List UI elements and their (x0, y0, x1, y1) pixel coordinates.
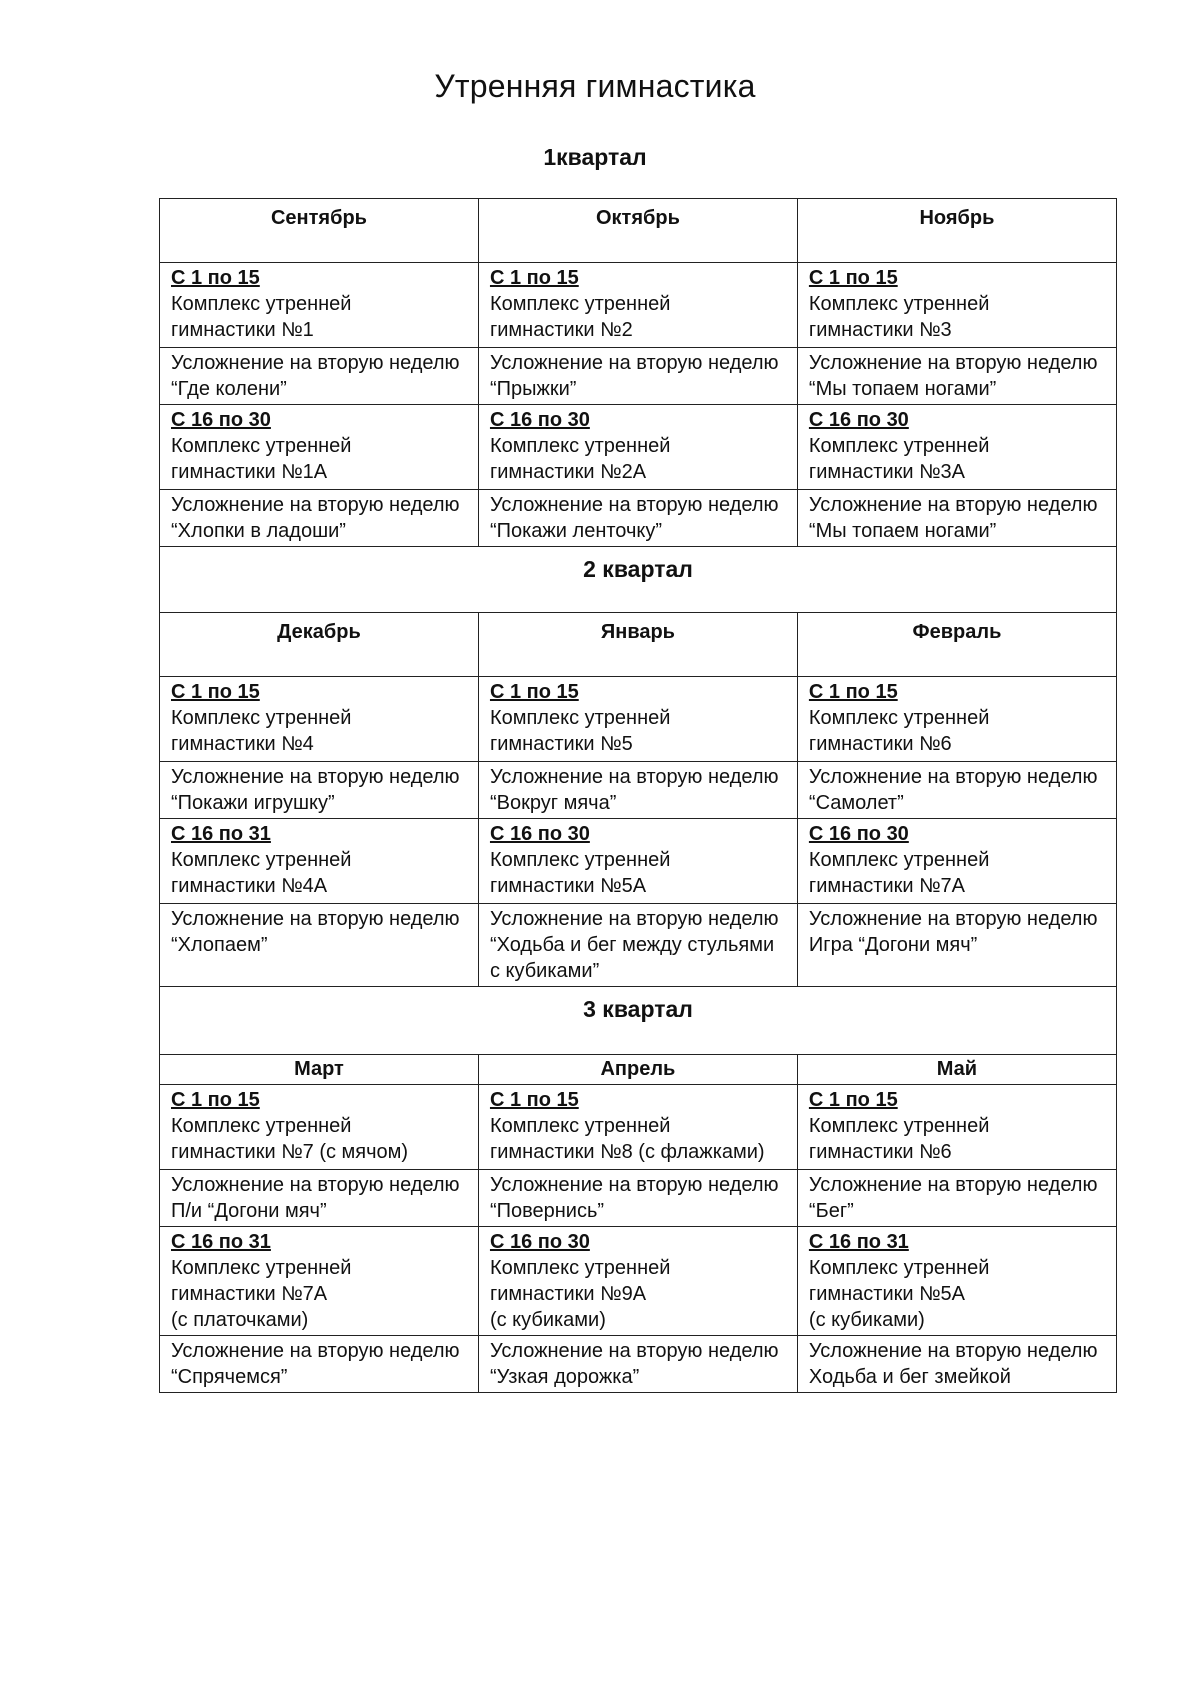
cell-text-line: гимнастики №2А (489, 461, 647, 483)
cell-text-line: Комплекс утренней (489, 435, 671, 457)
cell-text-line: Комплекс утренней (171, 293, 352, 315)
cell-text-line: Комплекс утренней (808, 293, 990, 315)
date-range-label: С 1 по 15 (808, 267, 898, 289)
cell-text-line: Ходьба и бег змейкой (808, 1366, 1011, 1388)
cell-text-line: Комплекс утренней (808, 1115, 990, 1137)
first-half-complex-cell (478, 263, 797, 348)
cell-text-line: Комплекс утренней (489, 1257, 671, 1279)
cell-text-line: гимнастики №6 (808, 733, 952, 755)
cell-text-line: Усложнение на вторую неделю (808, 352, 1098, 374)
date-range-label: С 1 по 15 (489, 1089, 579, 1111)
first-half-harder-cell (478, 1170, 797, 1227)
first-half-harder-cell (160, 1170, 479, 1227)
cell-text-line: П/и “Догони мяч” (171, 1200, 327, 1222)
second-half-complex-cell (797, 405, 1116, 490)
date-range-label: С 16 по 30 (489, 823, 590, 845)
cell-text-line: Усложнение на вторую неделю (489, 494, 779, 516)
cell-text-line: “Ходьба и бег между стульями (489, 934, 775, 956)
date-range-label: С 16 по 30 (489, 1231, 590, 1253)
month-header: Октябрь (478, 199, 797, 263)
month-header-row (160, 1055, 1117, 1085)
second-half-complex-cell (160, 405, 479, 490)
schedule-row (160, 263, 1117, 348)
second-half-harder-cell (160, 490, 479, 547)
cell-text-line: гимнастики №3А (808, 461, 966, 483)
month-header: Февраль (797, 613, 1116, 677)
second-half-complex-cell (478, 405, 797, 490)
schedule-row (160, 762, 1117, 819)
schedule-row (160, 405, 1117, 490)
first-half-complex-cell (797, 1085, 1116, 1170)
schedule-row (160, 819, 1117, 904)
cell-text-line: Усложнение на вторую неделю (489, 1174, 779, 1196)
cell-text-line: гимнастики №4А (171, 875, 328, 897)
cell-text-line: Комплекс утренней (171, 1115, 352, 1137)
second-half-harder-cell (797, 904, 1116, 987)
first-half-harder-cell (797, 762, 1116, 819)
cell-text-line: гимнастики №2 (489, 319, 633, 341)
cell-text-line: гимнастики №8 (с флажками) (489, 1141, 765, 1163)
date-range-label: С 16 по 30 (489, 409, 590, 431)
cell-text-line: Усложнение на вторую неделю (489, 352, 779, 374)
date-range-label: С 1 по 15 (171, 1089, 260, 1111)
first-half-complex-cell (478, 1085, 797, 1170)
cell-text-line: гимнастики №3 (808, 319, 952, 341)
date-range-label: С 16 по 31 (808, 1231, 909, 1253)
cell-text-line: гимнастики №7А (808, 875, 966, 897)
quarter-row (160, 547, 1117, 613)
schedule-row (160, 348, 1117, 405)
cell-text-line: “Хлопки в ладоши” (171, 520, 346, 542)
month-header: Ноябрь (797, 199, 1116, 263)
schedule-row (160, 1170, 1117, 1227)
date-range-label: С 1 по 15 (489, 681, 579, 703)
first-half-complex-cell (478, 677, 797, 762)
gymnastics-schedule-table (159, 198, 1117, 1393)
cell-text-line: Комплекс утренней (171, 707, 352, 729)
cell-text-line: Усложнение на вторую неделю (489, 766, 779, 788)
cell-text-line: гимнастики №7 (с мячом) (171, 1141, 409, 1163)
cell-text-line: “Покажи ленточку” (489, 520, 663, 542)
second-half-complex-cell (160, 1227, 479, 1336)
month-header-row (160, 199, 1117, 263)
quarter-title-2: 2 квартал (160, 547, 1117, 613)
cell-text-line: гимнастики №5А (808, 1283, 966, 1305)
month-header: Май (797, 1055, 1116, 1085)
cell-text-line: гимнастики №1 (171, 319, 314, 341)
first-half-complex-cell (797, 263, 1116, 348)
cell-text-line: Усложнение на вторую неделю (808, 766, 1098, 788)
cell-text-line: “Где колени” (171, 378, 287, 400)
cell-text-line: Усложнение на вторую неделю (808, 1174, 1098, 1196)
cell-text-line: “Прыжки” (489, 378, 577, 400)
cell-text-line: “Узкая дорожка” (489, 1366, 640, 1388)
month-header: Апрель (478, 1055, 797, 1085)
cell-text-line: гимнастики №5А (489, 875, 647, 897)
cell-text-line: “Вокруг мяча” (489, 792, 617, 814)
first-half-harder-cell (797, 1170, 1116, 1227)
second-half-complex-cell (478, 819, 797, 904)
date-range-label: С 16 по 30 (171, 409, 271, 431)
schedule-row (160, 1336, 1117, 1393)
schedule-row (160, 1085, 1117, 1170)
first-half-complex-cell (160, 263, 479, 348)
cell-text-line: Комплекс утренней (808, 435, 990, 457)
quarter-title-3: 3 квартал (160, 987, 1117, 1055)
second-half-harder-cell (797, 490, 1116, 547)
cell-text-line: Усложнение на вторую неделю (489, 1340, 779, 1362)
first-half-harder-cell (478, 348, 797, 405)
cell-text-line: Усложнение на вторую неделю (171, 1340, 460, 1362)
second-half-harder-cell (478, 904, 797, 987)
quarter-title-1: 1квартал (543, 144, 647, 170)
quarter-row (160, 987, 1117, 1055)
schedule-row (160, 904, 1117, 987)
cell-text-line: Комплекс утренней (808, 707, 990, 729)
cell-text-line: Комплекс утренней (489, 1115, 671, 1137)
second-half-harder-cell (478, 1336, 797, 1393)
second-half-complex-cell (478, 1227, 797, 1336)
date-range-label: С 16 по 30 (808, 823, 909, 845)
cell-text-line: гимнастики №1А (171, 461, 328, 483)
cell-text-line: гимнастики №9А (489, 1283, 647, 1305)
cell-text-line: “Мы топаем ногами” (808, 520, 997, 542)
cell-text-line: Усложнение на вторую неделю (171, 908, 460, 930)
month-header: Март (160, 1055, 479, 1085)
cell-text-line: “Бег” (808, 1200, 854, 1222)
cell-text-line: Усложнение на вторую неделю (808, 494, 1098, 516)
second-half-complex-cell (160, 819, 479, 904)
first-half-complex-cell (160, 1085, 479, 1170)
cell-text-line: Комплекс утренней (808, 849, 990, 871)
cell-text-line: (с кубиками) (808, 1309, 925, 1331)
page-title: Утренняя гимнастика (434, 68, 756, 104)
first-half-harder-cell (797, 348, 1116, 405)
cell-text-line: Игра “Догони мяч” (808, 934, 978, 956)
cell-text-line: гимнастики №6 (808, 1141, 952, 1163)
second-half-complex-cell (797, 819, 1116, 904)
first-half-harder-cell (160, 762, 479, 819)
cell-text-line: Усложнение на вторую неделю (171, 494, 460, 516)
second-half-complex-cell (797, 1227, 1116, 1336)
cell-text-line (809, 958, 1105, 984)
date-range-label: С 1 по 15 (808, 1089, 898, 1111)
cell-text-line: Комплекс утренней (808, 1257, 990, 1279)
cell-text-line: “Мы топаем ногами” (808, 378, 997, 400)
month-header: Декабрь (160, 613, 479, 677)
first-half-complex-cell (797, 677, 1116, 762)
cell-text-line: гимнастики №5 (489, 733, 633, 755)
date-range-label: С 16 по 30 (808, 409, 909, 431)
cell-text-line: “Покажи игрушку” (171, 792, 335, 814)
cell-text-line: Усложнение на вторую неделю (489, 908, 779, 930)
cell-text-line: Комплекс утренней (489, 707, 671, 729)
cell-text-line: (с кубиками) (489, 1309, 606, 1331)
cell-text-line: Комплекс утренней (171, 849, 352, 871)
first-half-complex-cell (160, 677, 479, 762)
cell-text-line: Усложнение на вторую неделю (808, 1340, 1098, 1362)
cell-text-line: “Самолет” (808, 792, 904, 814)
month-header-row (160, 613, 1117, 677)
cell-text-line: Комплекс утренней (489, 849, 671, 871)
first-half-harder-cell (478, 762, 797, 819)
date-range-label: С 16 по 31 (171, 1231, 271, 1253)
schedule-row (160, 490, 1117, 547)
second-half-harder-cell (160, 904, 479, 987)
month-header: Сентябрь (160, 199, 479, 263)
cell-text-line: “Спрячемся” (171, 1366, 288, 1388)
date-range-label: С 1 по 15 (171, 267, 260, 289)
cell-text-line: Усложнение на вторую неделю (171, 352, 460, 374)
cell-text-line: Усложнение на вторую неделю (808, 908, 1098, 930)
date-range-label: С 16 по 31 (171, 823, 271, 845)
date-range-label: С 1 по 15 (171, 681, 260, 703)
second-half-harder-cell (797, 1336, 1116, 1393)
cell-text-line: гимнастики №4 (171, 733, 314, 755)
date-range-label: С 1 по 15 (808, 681, 898, 703)
second-half-harder-cell (160, 1336, 479, 1393)
second-half-harder-cell (478, 490, 797, 547)
cell-text-line: Комплекс утренней (489, 293, 671, 315)
cell-text-line: (с платочками) (171, 1309, 309, 1331)
cell-text-line (171, 958, 467, 984)
cell-text-line: с кубиками” (489, 960, 600, 982)
cell-text-line: Усложнение на вторую неделю (171, 766, 460, 788)
cell-text-line: Комплекс утренней (171, 1257, 352, 1279)
date-range-label: С 1 по 15 (489, 267, 579, 289)
schedule-row (160, 677, 1117, 762)
month-header: Январь (478, 613, 797, 677)
cell-text-line: Усложнение на вторую неделю (171, 1174, 460, 1196)
cell-text-line: Комплекс утренней (171, 435, 352, 457)
schedule-row (160, 1227, 1117, 1336)
first-half-harder-cell (160, 348, 479, 405)
cell-text-line: “Хлопаем” (171, 934, 268, 956)
cell-text-line: “Повернись” (489, 1200, 605, 1222)
cell-text-line: гимнастики №7А (171, 1283, 328, 1305)
